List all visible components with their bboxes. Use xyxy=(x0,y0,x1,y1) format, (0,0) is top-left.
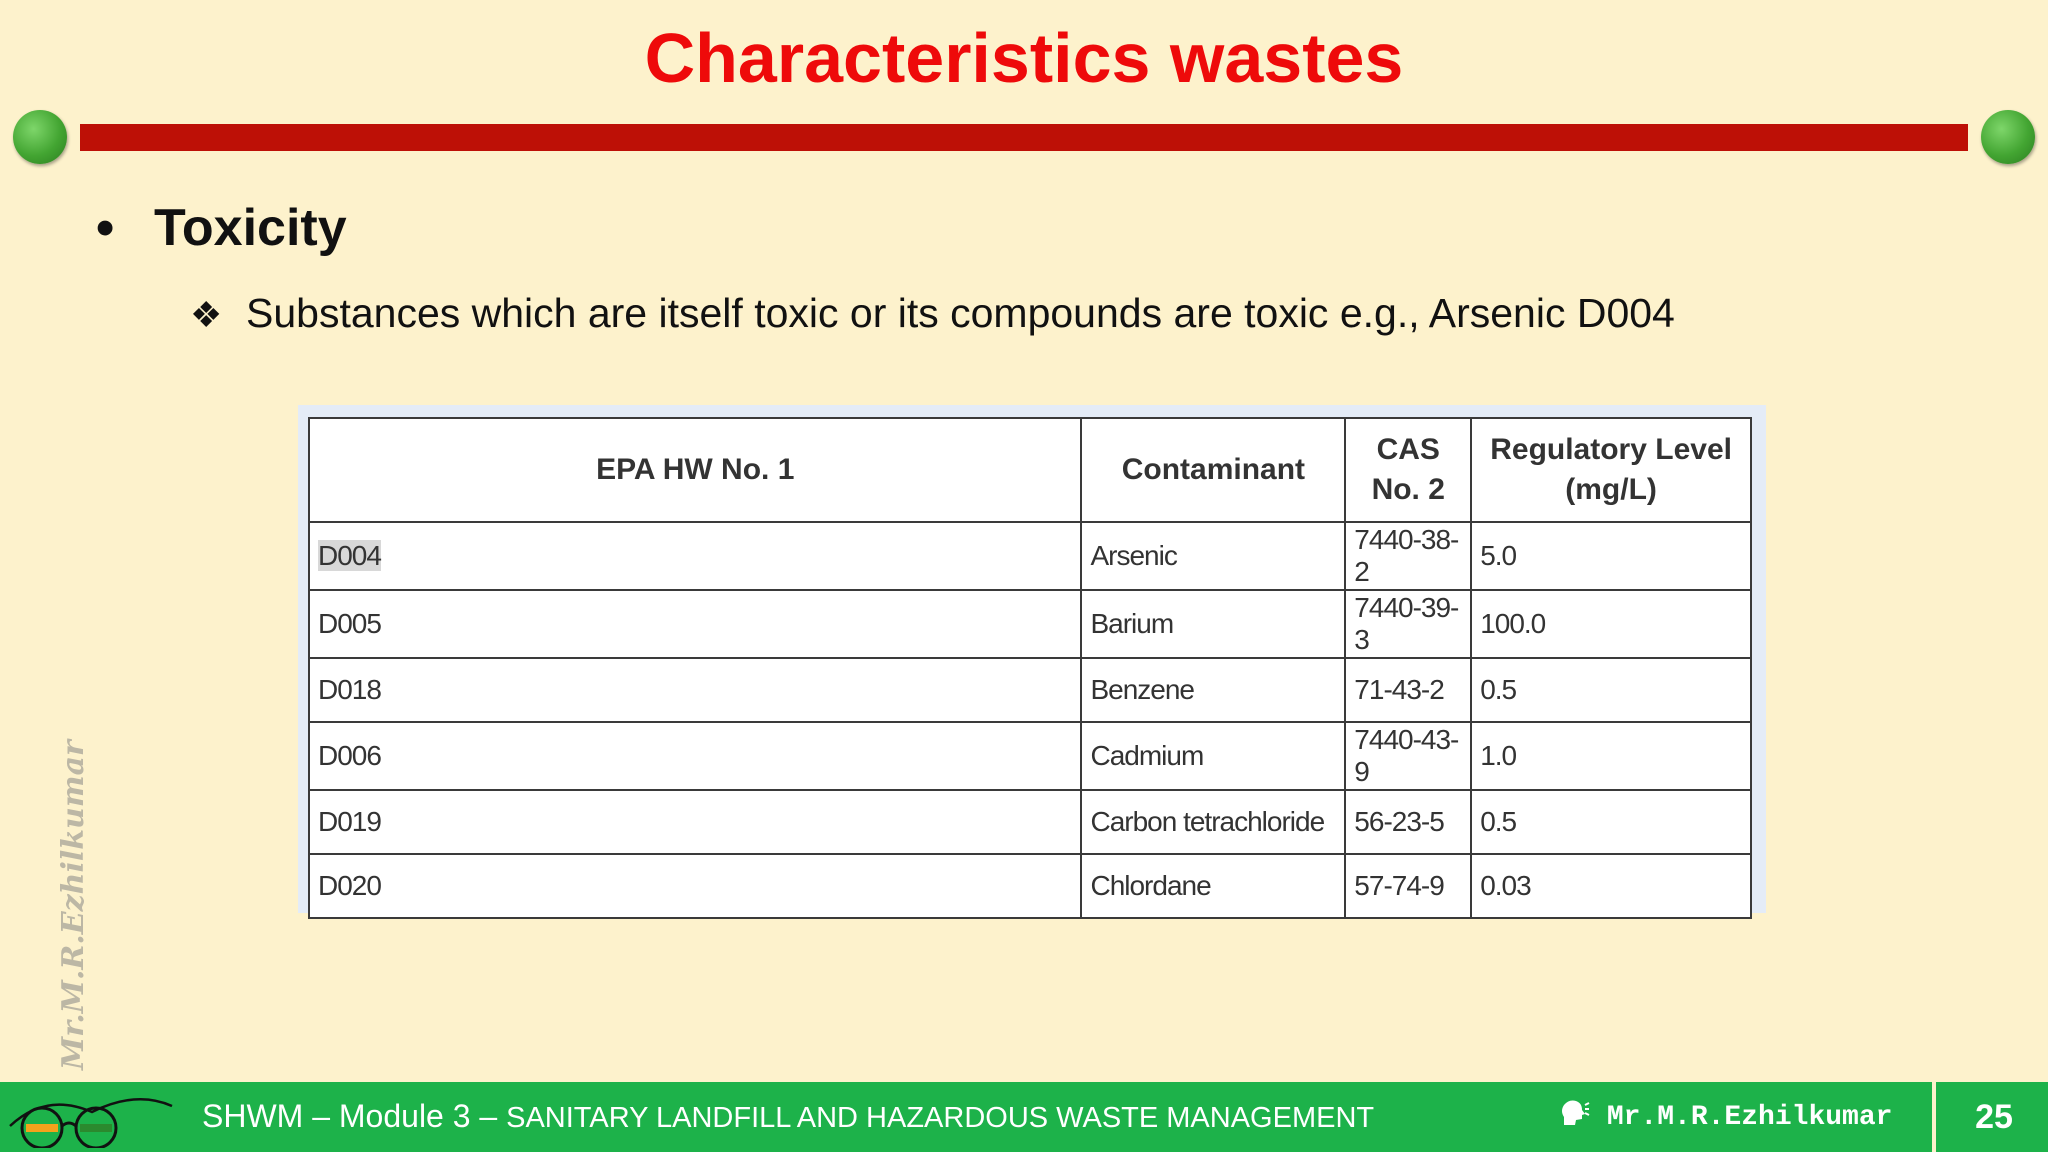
head-speaking-icon xyxy=(1560,1099,1590,1127)
cell-epa-no: D020 xyxy=(309,854,1081,918)
footer-author xyxy=(1560,1099,1892,1133)
table-row xyxy=(309,722,1751,790)
bullet-dot-icon: • xyxy=(96,199,115,257)
bullet-text: Toxicity xyxy=(154,199,347,257)
cell-epa-no: D018 xyxy=(309,658,1081,722)
footer-module-title: SANITARY LANDFILL AND HAZARDOUS WASTE MANAGEMENT xyxy=(506,1102,1375,1134)
cell-cas-no: 7440-38-2 xyxy=(1345,522,1471,590)
footer-course: SHWM – Module 3 – xyxy=(202,1098,507,1134)
cell-contaminant: Chlordane xyxy=(1081,854,1345,918)
cell-epa-no: D006 xyxy=(309,722,1081,790)
cell-epa-no: D005 xyxy=(309,590,1081,658)
toxicity-table xyxy=(308,417,1752,919)
table-row xyxy=(309,790,1751,854)
title-bar-right-dot xyxy=(1981,110,2035,164)
author-watermark: Mr.M.R.Ezhilkumar xyxy=(56,740,91,1070)
table-row xyxy=(309,522,1751,590)
slide-title: Characteristics wastes xyxy=(644,19,1404,97)
cell-regulatory-level: 0.5 xyxy=(1471,790,1751,854)
footer-course-text xyxy=(202,1098,1374,1135)
header-regulatory-level: Regulatory Level (mg/L) xyxy=(1471,418,1751,522)
cell-epa-no: D004 xyxy=(309,522,1081,590)
page-number: 25 xyxy=(1975,1098,2013,1136)
cell-epa-no: D019 xyxy=(309,790,1081,854)
cell-cas-no: 7440-43-9 xyxy=(1345,722,1471,790)
table-header-row xyxy=(309,418,1751,522)
swachh-bharat-logo-icon xyxy=(6,1086,176,1148)
table-image-frame xyxy=(298,405,1766,913)
header-cas-no: CAS No. 2 xyxy=(1345,418,1471,522)
sub-bullet-text: Substances which are itself toxic or its compounds are toxic e.g., Arsenic D004 xyxy=(246,290,1675,336)
cell-contaminant: Arsenic xyxy=(1081,522,1345,590)
cell-cas-no: 57-74-9 xyxy=(1345,854,1471,918)
cell-regulatory-level: 100.0 xyxy=(1471,590,1751,658)
cell-contaminant: Barium xyxy=(1081,590,1345,658)
cell-regulatory-level: 1.0 xyxy=(1471,722,1751,790)
diamond-bullet-icon: ❖ xyxy=(190,294,223,335)
cell-cas-no: 71-43-2 xyxy=(1345,658,1471,722)
header-contaminant: Contaminant xyxy=(1081,418,1345,522)
table-row xyxy=(309,854,1751,918)
bullet-toxicity xyxy=(96,198,347,258)
cell-contaminant: Carbon tetrachloride xyxy=(1081,790,1345,854)
header-epa-hw-no: EPA HW No. 1 xyxy=(309,418,1081,522)
cell-contaminant: Cadmium xyxy=(1081,722,1345,790)
cell-contaminant: Benzene xyxy=(1081,658,1345,722)
cell-cas-no: 7440-39-3 xyxy=(1345,590,1471,658)
title-underline-bar xyxy=(80,124,1968,151)
title-bar-left-dot xyxy=(13,110,67,164)
table-row xyxy=(309,658,1751,722)
footer-author-name: Mr.M.R.Ezhilkumar xyxy=(1606,1102,1893,1133)
cell-regulatory-level: 0.5 xyxy=(1471,658,1751,722)
table-row xyxy=(309,590,1751,658)
sub-bullet xyxy=(190,290,1675,337)
footer-separator xyxy=(1932,1082,1936,1152)
cell-regulatory-level: 0.03 xyxy=(1471,854,1751,918)
cell-regulatory-level: 5.0 xyxy=(1471,522,1751,590)
cell-cas-no: 56-23-5 xyxy=(1345,790,1471,854)
